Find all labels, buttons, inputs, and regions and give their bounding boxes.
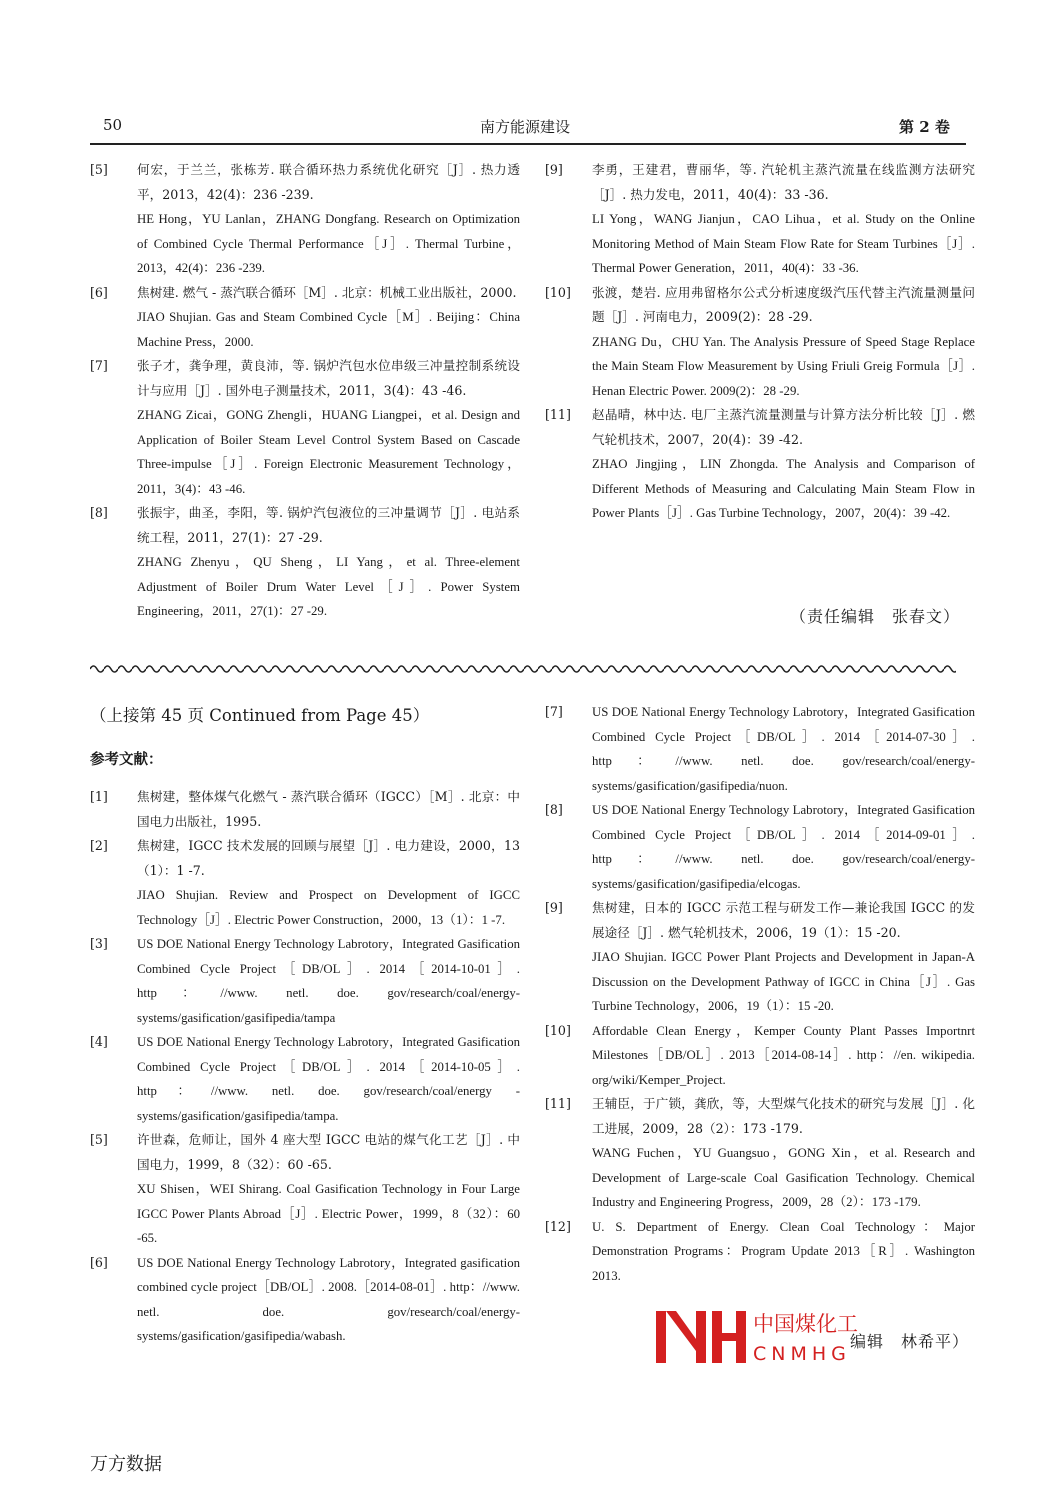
reference-entry bbox=[90, 1128, 520, 1251]
reference-entry bbox=[90, 932, 520, 1030]
reference-chinese: 焦树建，整体煤气化燃气 - 蒸汽联合循环（IGCC）［M］. 北京：中国电力出版社，1995. bbox=[137, 789, 520, 829]
reference-entry bbox=[90, 1030, 520, 1128]
reference-entry bbox=[545, 1019, 975, 1093]
reference-entry bbox=[545, 403, 975, 526]
reference-english: US DOE National Energy Technology Labrotory，Integrated Gasification Combined Cycle Project［DB/OL］. 2014［2014-10-05］. http：//www. netl. doe. gov/research/coal/energy - systems/gasification/gasifipedia/tampa. bbox=[137, 1035, 520, 1123]
reference-english: US DOE National Energy Technology Labrotory，Integrated Gasification Combined Cycle Project［DB/OL］. 2014［2014-07-30］. http：//www. netl. doe. gov/research/coal/energy-systems/gasification/gasifipedia/nuon. bbox=[592, 705, 975, 793]
reference-chinese: 王辅臣，于广锁，龚欣，等，大型煤气化技术的研究与发展［J］. 化工进展，2009，28（2）：173 -179. bbox=[592, 1096, 975, 1136]
reference-number: [11] bbox=[545, 407, 571, 422]
reference-chinese: 张振宇，曲圣，李阳，等. 锅炉汽包液位的三冲量调节［J］. 电站系统工程，2011，27(1)：27 -29. bbox=[137, 505, 520, 545]
reference-english: Affordable Clean Energy，Kemper County Plant Passes Importnrt Milestones［DB/OL］. 2013［2014-08-14］. http：//en. wikipedia. org/wiki/Kemper_Project. bbox=[592, 1023, 975, 1087]
reference-number: [10] bbox=[545, 284, 571, 300]
reference-entry bbox=[90, 834, 520, 932]
reference-chinese: 焦树建. 燃气 - 蒸汽联合循环［M］. 北京：机械工业出版社，2000. bbox=[137, 284, 517, 300]
reference-english: ZHANG Zicai，GONG Zhengli，HUANG Liangpei，et al. Design and Application of Boiler Steam Level Control System Based on Cascade Three-impulse［J］. Foreign Electronic Measurement Technology，2011，3(4)：43 -46. bbox=[137, 408, 520, 496]
reference-entry bbox=[545, 281, 975, 404]
reference-english: U. S. Department of Energy. Clean Coal Technology：Major Demonstration Programs：Program Update 2013［R］. Washington 2013. bbox=[592, 1219, 975, 1283]
reference-number: [6] bbox=[90, 284, 108, 300]
reference-english: ZHAO Jingjing，LIN Zhongda. The Analysis and Comparison of Different Methods of Measuring and Calculating Main Steam Flow in Power Plants［J］. Gas Turbine Technology，2007，20(4)：39 -42. bbox=[592, 457, 975, 520]
reference-number: [8] bbox=[545, 802, 563, 817]
reference-chinese: 赵晶晴，林中达. 电厂主蒸汽流量测量与计算方法分析比较［J］. 燃气轮机技术，2007，20(4)：39 -42. bbox=[592, 407, 975, 447]
reference-entry bbox=[545, 896, 975, 1019]
reference-entry bbox=[545, 798, 975, 896]
bottom-editor: 编辑 林希平） bbox=[850, 1332, 970, 1351]
reference-number: [5] bbox=[90, 162, 108, 177]
reference-entry bbox=[545, 700, 975, 798]
reference-number: [10] bbox=[545, 1022, 571, 1038]
reference-english: LI Yong，WANG Jianjun，CAO Lihua，et al. Study on the Online Monitoring Method of Main Steam Flow Rate for Steam Turbines［J］. Thermal Power Generation，2011，40(4)：33 -36. bbox=[592, 212, 975, 275]
top-right-references bbox=[545, 158, 975, 526]
reference-english: HE Hong，YU Lanlan，ZHANG Dongfang. Research on Optimization of Combined Cycle Thermal Performance［J］. Thermal Turbine，2013，42(4)：236 -239. bbox=[137, 212, 520, 275]
reference-chinese: 张子才，龚争理，黄良沛，等. 锅炉汽包水位串级三冲量控制系统设计与应用［J］. 国外电子测量技术，2011，3(4)：43 -46. bbox=[137, 358, 520, 398]
reference-entry bbox=[90, 281, 520, 355]
reference-number: [1] bbox=[90, 789, 108, 804]
reference-english: US DOE National Energy Technology Labrotory，Integrated Gasification Combined Cycle Project［DB/OL］. 2014［2014-10-01］. http：//www. netl. doe. gov/research/coal/energy-systems/gasification/gasifipedia/tampa bbox=[137, 937, 520, 1025]
reference-number: [4] bbox=[90, 1034, 108, 1049]
responsible-editor: （责任编辑 张春文） bbox=[790, 607, 961, 626]
reference-english: US DOE National Energy Technology Labrotory，Integrated gasification combined cycle project［DB/OL］. 2008.［2014-08-01］. http：//www. netl. doe. gov/research/coal/energy-systems/gasification/gasifipedia/wabash. bbox=[137, 1255, 520, 1343]
reference-english: ZHANG Zhenyu，QU Sheng，LI Yang，et al. Three-element Adjustment of Boiler Drum Water Level［J］. Power System Engineering，2011，27(1)：27 -29. bbox=[137, 555, 520, 618]
reference-entry bbox=[545, 158, 975, 281]
journal-title: 南方能源建设 bbox=[480, 118, 571, 136]
continued-note: （上接第 45 页 Continued from Page 45） bbox=[90, 706, 430, 725]
reference-chinese: 张渡，楚岩. 应用弗留格尔公式分析速度级汽压代替主汽流量测量问题［J］. 河南电力，2009(2)：28 -29. bbox=[592, 284, 975, 324]
reference-english: US DOE National Energy Technology Labrotory，Integrated Gasification Combined Cycle Project［DB/OL］. 2014［2014-09-01］. http：//www. netl. doe. gov/research/coal/energy-systems/gasification/gasifipedia/elcogas. bbox=[592, 803, 975, 891]
references-heading: 参考文献： bbox=[90, 751, 163, 768]
reference-entry bbox=[545, 1092, 975, 1215]
reference-chinese: 焦树建，IGCC 技术发展的回顾与展望［J］. 电力建设，2000，13（1）：1 -7. bbox=[137, 838, 520, 878]
volume-label: 第 2 卷 bbox=[899, 118, 950, 136]
reference-entry bbox=[90, 785, 520, 834]
bottom-right-references bbox=[545, 700, 975, 1288]
reference-english: JIAO Shujian. Gas and Steam Combined Cycle［M］. Beijing：China Machine Press，2000. bbox=[137, 310, 520, 349]
reference-entry bbox=[545, 1215, 975, 1289]
reference-chinese: 焦树建，日本的 IGCC 示范工程与研发工作—兼论我国 IGCC 的发展途径［J］. 燃气轮机技术，2006，19（1）：15 -20. bbox=[592, 900, 975, 940]
reference-entry bbox=[90, 158, 520, 281]
reference-chinese: 李勇，王建君，曹丽华，等. 汽轮机主蒸汽流量在线监测方法研究［J］. 热力发电，2011，40(4)：33 -36. bbox=[592, 162, 975, 202]
logo-text-cn: 中国煤化工 bbox=[753, 1312, 858, 1336]
reference-chinese: 何宏，于兰兰，张栋芳. 联合循环热力系统优化研究［J］. 热力透平，2013，42(4)：236 -239. bbox=[137, 162, 520, 202]
reference-number: [8] bbox=[90, 505, 108, 520]
reference-entry bbox=[90, 354, 520, 501]
reference-number: [5] bbox=[90, 1132, 108, 1147]
header-rule bbox=[90, 143, 966, 145]
reference-english: XU Shisen，WEI Shirang. Coal Gasification Technology in Four Large IGCC Power Plants Abroad［J］. Electric Power，1999，8（32）：60 -65. bbox=[137, 1182, 520, 1245]
reference-number: [7] bbox=[90, 358, 108, 373]
page-number: 50 bbox=[103, 116, 123, 134]
reference-number: [9] bbox=[545, 162, 563, 177]
logo-text-en: CNMHG bbox=[753, 1343, 851, 1365]
footer-source: 万方数据 bbox=[90, 1454, 162, 1475]
wavy-divider bbox=[90, 662, 956, 676]
reference-english: ZHANG Du，CHU Yan. The Analysis Pressure of Speed Stage Replace the Main Steam Flow Measurement by Using Friuli Greig Formula［J］. Henan Electric Power. 2009(2)：28 -29. bbox=[592, 334, 975, 398]
reference-number: [2] bbox=[90, 838, 108, 853]
reference-number: [12] bbox=[545, 1218, 571, 1234]
reference-chinese: 许世森，危师让，国外 4 座大型 IGCC 电站的煤气化工艺［J］. 中国电力，1999，8（32）：60 -65. bbox=[137, 1132, 520, 1172]
reference-number: [11] bbox=[545, 1096, 571, 1111]
bottom-left-references bbox=[90, 785, 520, 1349]
reference-entry bbox=[90, 501, 520, 624]
reference-number: [7] bbox=[545, 704, 563, 719]
reference-number: [9] bbox=[545, 900, 563, 915]
reference-english: WANG Fuchen，YU Guangsuo，GONG Xin，et al. Research and Development of Large-scale Coal Gasification Technology. Chemical Industry and Engineering Progress，2009，28（2）：173 -179. bbox=[592, 1146, 975, 1209]
reference-number: [6] bbox=[90, 1254, 108, 1270]
reference-entry bbox=[90, 1251, 520, 1349]
reference-english: JIAO Shujian. IGCC Power Plant Projects and Development in Japan-A Discussion on the Development Pathway of IGCC in China［J］. Gas Turbine Technology，2006，19（1）：15 -20. bbox=[592, 950, 975, 1013]
top-left-references bbox=[90, 158, 520, 624]
reference-number: [3] bbox=[90, 936, 108, 951]
reference-english: JIAO Shujian. Review and Prospect on Development of IGCC Technology［J］. Electric Power Construction，2000，13（1）：1 -7. bbox=[137, 888, 520, 927]
